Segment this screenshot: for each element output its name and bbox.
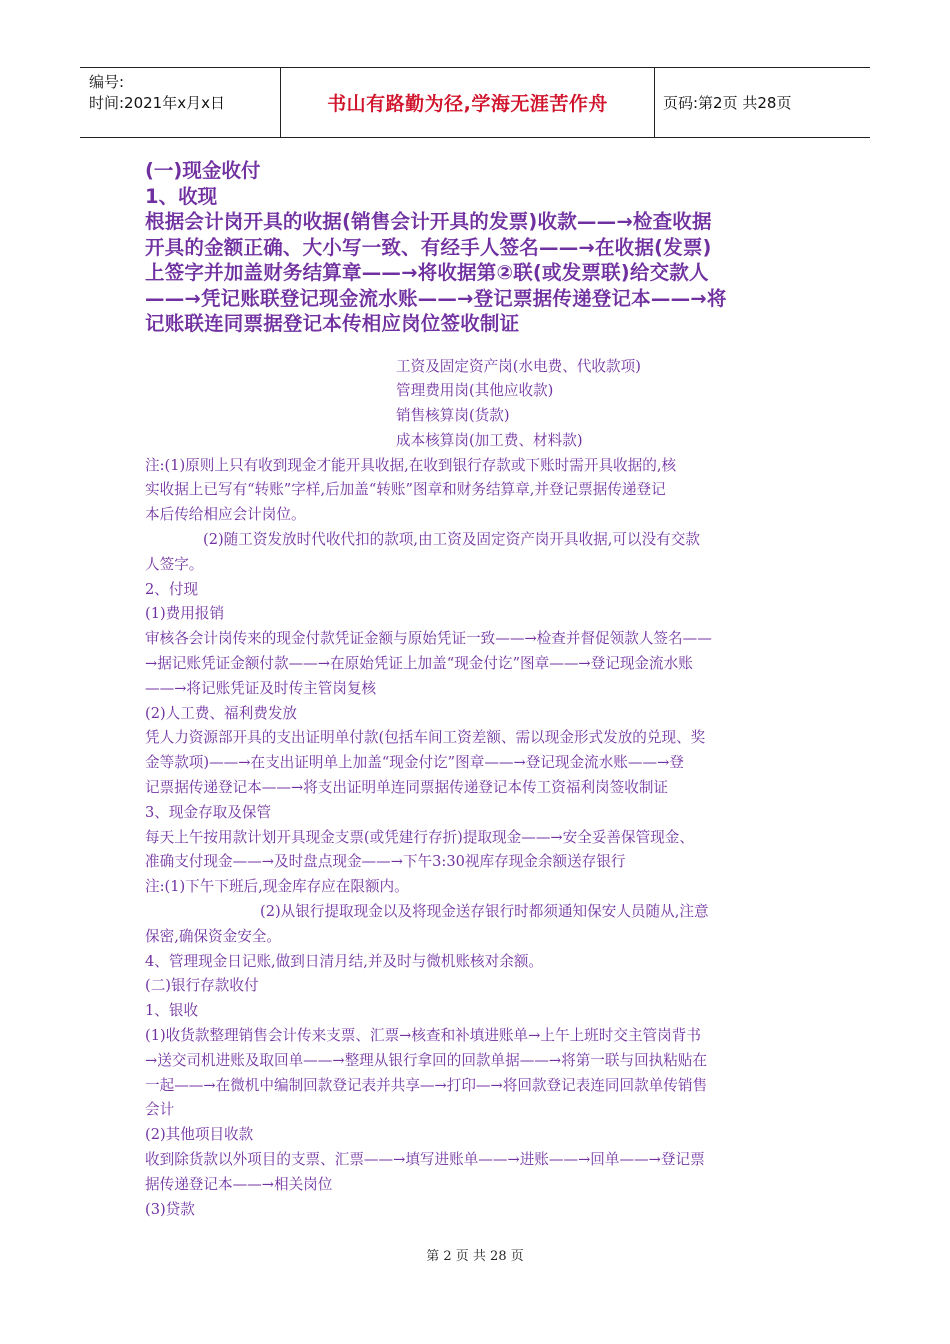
number-label: 编号: <box>89 73 125 91</box>
document-body <box>145 158 805 1222</box>
goods-line: 会计 <box>145 1101 175 1119</box>
labor-line: 金等款项)——→在支出证明单上加盖“现金付讫”图章——→登记现金流水账——→登 <box>145 754 684 772</box>
post-item: 工资及固定资产岗(水电费、代收款项) <box>396 357 641 375</box>
sub3-title: 3、现金存取及保管 <box>145 803 272 821</box>
bank-sub1-title: 1、银收 <box>145 1002 199 1020</box>
fee-title: (1)费用报销 <box>145 605 225 623</box>
flow-line: 记账联连同票据登记本传相应岗位签收制证 <box>145 312 520 335</box>
note2-line: (2)随工资发放时代收代扣的款项,由工资及固定资产岗开具收据,可以没有交款 <box>203 531 700 549</box>
store-line: 每天上午按用款计划开具现金支票(或凭建行存折)提取现金——→安全妥善保管现金、 <box>145 828 694 846</box>
note1-line: 实收据上已写有“转账”字样,后加盖“转账”图章和财务结算章,并登记票据传递登记 <box>145 481 666 499</box>
time-label: 时间:2021年x月x日 <box>89 94 225 112</box>
section1-title: (一)现金收付 <box>145 159 261 182</box>
note1-line: 本后传给相应会计岗位。 <box>145 506 306 524</box>
fee-line: ——→将记账凭证及时传主管岗复核 <box>145 679 377 697</box>
post-list <box>145 355 805 454</box>
store-note1: 注:(1)下午下班后,现金库存应在限额内。 <box>145 878 409 896</box>
header-page-info: 页码:第2页 共28页 <box>663 94 792 112</box>
other-line: 据传递登记本——→相关岗位 <box>145 1175 333 1193</box>
page-footer: 第 2 页 共 28 页 <box>426 1249 524 1264</box>
sub2-title: 2、付现 <box>145 580 199 598</box>
flow-line: ——→凭记账联登记现金流水账——→登记票据传递登记本——→将 <box>145 286 727 310</box>
labor-line: 记票据传递登记本——→将支出证明单连同票据传递登记本传工资福利岗签收制证 <box>145 779 669 797</box>
header-motto: 书山有路勤为径,学海无涯苦作舟 <box>281 68 655 137</box>
receipt-flow <box>145 209 805 337</box>
note2-line: 人签字。 <box>145 555 204 573</box>
header-table <box>80 67 870 138</box>
labor-line: 凭人力资源部开具的支出证明单付款(包括车间工资差额、需以现金形式发放的兑现、奖 <box>145 729 706 747</box>
store-line: 准确支付现金——→及时盘点现金——→下午3:30视库存现金余额送存银行 <box>145 853 626 871</box>
post-item: 管理费用岗(其他应收款) <box>396 382 554 400</box>
goods-line: →送交司机进账及取回单——→整理从银行拿回的回款单据——→将第一联与回执粘贴在 <box>145 1051 708 1069</box>
note1-line: 注:(1)原则上只有收到现金才能开具收据,在收到银行存款或下账时需开具收据的,核 <box>145 456 677 474</box>
other-line: 收到除货款以外项目的支票、汇票——→填写进账单——→进账——→回单——→登记票 <box>145 1151 705 1168</box>
post-item: 成本核算岗(加工费、材料款) <box>396 431 583 449</box>
sub4-line: 4、管理现金日记账,做到日清月结,并及时与微机账核对余额。 <box>145 952 544 970</box>
section2-title: (二)银行存款收付 <box>145 977 259 995</box>
sub1-title: 1、收现 <box>145 184 218 208</box>
store-note2-line: (2)从银行提取现金以及将现金送存银行时都须通知保安人员随从,注意 <box>260 903 709 921</box>
flow-line: 根据会计岗开具的收据(销售会计开具的发票)收款——→检查收据 <box>145 210 712 233</box>
labor-title: (2)人工费、福利费发放 <box>145 704 298 722</box>
store-note2-line: 保密,确保资金安全。 <box>145 927 281 945</box>
flow-line: 开具的金额正确、大小写一致、有经手人签名——→在收据(发票) <box>145 235 712 259</box>
other-title: (2)其他项目收款 <box>145 1126 254 1144</box>
goods-line: (1)收货款整理销售会计传来支票、汇票→核查和补填进账单→上午上班时交主管岗背书 <box>145 1027 701 1045</box>
fee-line: →据记账凭证金额付款——→在原始凭证上加盖“现金付讫”图章——→登记现金流水账 <box>145 655 693 673</box>
header-left-cell <box>80 68 281 137</box>
loan-title: (3)贷款 <box>145 1200 195 1218</box>
flow-line: 上签字并加盖财务结算章——→将收据第②联(或发票联)给交款人 <box>145 261 709 284</box>
goods-line: 一起——→在微机中编制回款登记表并共享—→打印—→将回款登记表连同回款单传销售 <box>145 1076 708 1094</box>
post-item: 销售核算岗(货款) <box>396 407 510 425</box>
fee-line: 审核各会计岗传来的现金付款凭证金额与原始凭证一致——→检查并督促领款人签名—— <box>145 630 712 648</box>
